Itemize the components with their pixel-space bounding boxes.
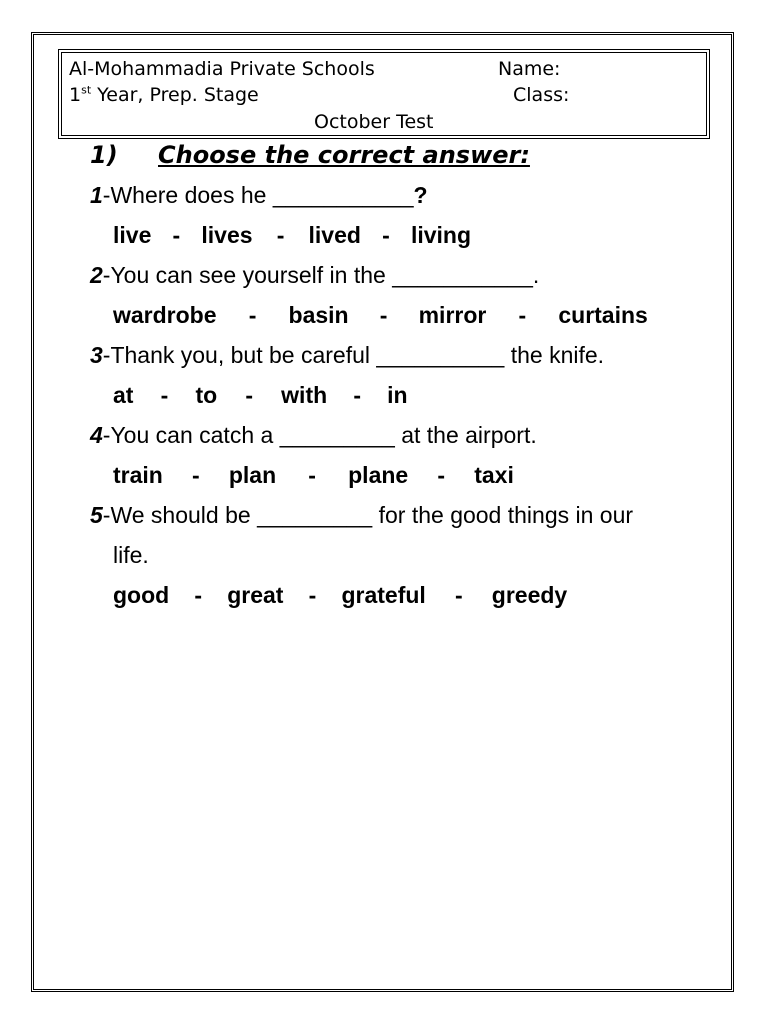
option: train xyxy=(113,462,163,488)
option: mirror xyxy=(418,302,487,328)
question-text: -You can catch a xyxy=(102,422,280,448)
option: taxi xyxy=(474,462,514,488)
answer-blank: _________ xyxy=(279,422,395,448)
option: grateful xyxy=(341,582,426,608)
answer-blank: __________ xyxy=(376,342,505,368)
option: to xyxy=(195,382,218,408)
separator: - xyxy=(518,302,527,328)
question-end: ? xyxy=(413,182,428,208)
question-4 xyxy=(90,420,537,450)
separator: - xyxy=(308,582,317,608)
question-text: -Where does he xyxy=(102,182,273,208)
question-5 xyxy=(90,500,633,530)
year-suffix: st xyxy=(81,83,92,97)
separator: - xyxy=(192,462,200,488)
option: at xyxy=(113,382,134,408)
option: basin xyxy=(288,302,349,328)
separator: - xyxy=(248,302,257,328)
question-text: -Thank you, but be careful xyxy=(102,342,377,368)
question-text: -We should be xyxy=(102,502,258,528)
option: great xyxy=(227,582,284,608)
separator: - xyxy=(245,382,253,408)
question-end: for the good things in our xyxy=(372,502,634,528)
answer-blank: _________ xyxy=(257,502,373,528)
option: greedy xyxy=(491,582,568,608)
answer-blank: ___________ xyxy=(392,262,533,288)
question-number: 2 xyxy=(90,262,103,288)
year-stage xyxy=(69,82,259,109)
option: living xyxy=(410,222,472,248)
header-box xyxy=(58,49,710,139)
options-3 xyxy=(113,380,408,410)
name-label: Name: xyxy=(498,58,561,80)
option: wardrobe xyxy=(113,302,217,328)
option: in xyxy=(387,382,408,408)
question-end: the knife. xyxy=(504,342,605,368)
separator: - xyxy=(172,222,181,248)
section-title: Choose the correct answer: xyxy=(158,141,530,169)
separator: - xyxy=(160,382,169,408)
option: lived xyxy=(308,222,361,248)
option: curtains xyxy=(558,302,648,328)
option: plane xyxy=(348,462,409,488)
question-number: 4 xyxy=(90,422,103,448)
section-number: 1) xyxy=(90,141,118,169)
answer-blank: ___________ xyxy=(272,182,414,208)
option: with xyxy=(281,382,328,408)
options-1 xyxy=(113,220,471,250)
question-5-continuation: life. xyxy=(113,542,149,568)
question-text: -You can see yourself in the xyxy=(102,262,393,288)
separator: - xyxy=(353,382,361,408)
separator: - xyxy=(437,462,446,488)
separator: - xyxy=(379,302,388,328)
section-heading xyxy=(90,141,530,169)
year-text: Year, Prep. Stage xyxy=(91,84,259,106)
option: live xyxy=(113,222,152,248)
test-title: October Test xyxy=(314,111,434,133)
options-4 xyxy=(113,460,514,490)
separator: - xyxy=(194,582,203,608)
option: plan xyxy=(228,462,277,488)
question-number: 1 xyxy=(90,182,103,208)
class-label: Class: xyxy=(513,84,570,106)
question-1 xyxy=(90,180,428,210)
option: good xyxy=(113,582,170,608)
separator: - xyxy=(308,462,316,488)
question-2 xyxy=(90,260,539,290)
options-2 xyxy=(113,300,648,330)
question-number: 3 xyxy=(90,342,103,368)
separator: - xyxy=(276,222,285,248)
option: lives xyxy=(201,222,253,248)
separator: - xyxy=(382,222,390,248)
question-number: 5 xyxy=(90,502,103,528)
year-number: 1 xyxy=(69,84,82,106)
question-end: at the airport. xyxy=(394,422,537,448)
question-end: . xyxy=(532,262,540,288)
school-name: Al-Mohammadia Private Schools xyxy=(69,58,375,80)
options-5 xyxy=(113,580,567,610)
separator: - xyxy=(454,582,463,608)
question-3 xyxy=(90,340,604,370)
